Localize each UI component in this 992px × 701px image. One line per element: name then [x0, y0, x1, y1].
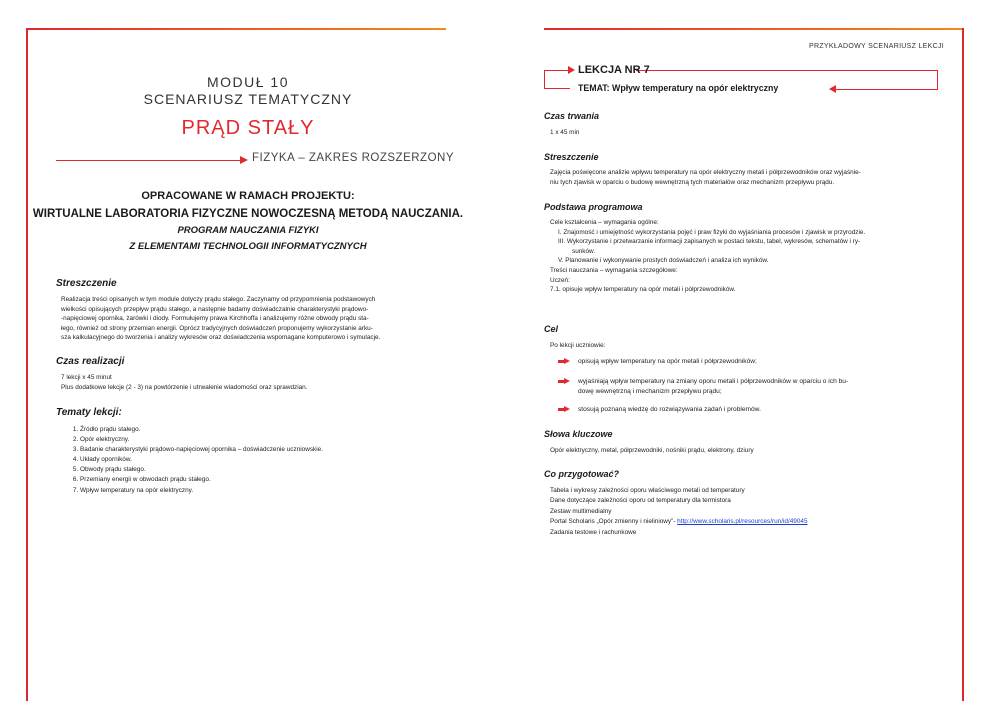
keywords-heading: Słowa kluczowe — [544, 429, 613, 439]
curriculum-line: III. Wykorzystanie i przetwarzanie informacji zapisanych w postaci tekstu, tabel, wykresów, schematów i ry- — [558, 238, 861, 246]
summary-line: wielkości opisujących przepływ prądu stałego, a następnie badamy doświadczalnie charakterystyki prądowo- — [61, 305, 369, 313]
lesson-bracket-line — [937, 70, 938, 89]
arrow-left-icon — [829, 85, 836, 93]
summary-text — [550, 168, 955, 187]
topics-list — [66, 425, 456, 496]
summary-heading: Streszczenie — [544, 152, 599, 162]
time-line: Plus dodatkowe lekcje (2 - 3) na powtórzenie i utrwalenie wiadomości oraz sprawdzian. — [61, 383, 308, 391]
project-title: WIRTUALNE LABORATORIA FIZYCZNE NOWOCZESNĄ METODĄ NAUCZANIA. — [32, 208, 464, 220]
lesson-bracket-line — [544, 70, 545, 88]
summary-line: Realizacja treści opisanych w tym module dotyczy prądu stałego. Zaczynamy od przypomnienia podstawowych — [61, 296, 376, 303]
arrow-right-icon — [240, 156, 248, 164]
module-topic: PRĄD STAŁY — [181, 117, 315, 139]
list-item: opisują wpływ temperatury na opór metali i półprzewodników; — [558, 357, 757, 367]
duration-value: 1 x 45 min — [550, 129, 580, 136]
lesson-theme: TEMAT: Wpływ temperatury na opór elektryczny — [578, 83, 779, 93]
curriculum-line: Cele kształcenia – wymagania ogólne: — [550, 219, 659, 226]
curriculum-text — [550, 218, 960, 295]
list-item: Zadania testowe i rachunkowe — [550, 528, 637, 536]
summary-line: Zajęcia poświęcone analizie wpływu temperatury na opór elektryczny metali i półprzewodników oraz wyjaśnie- — [550, 169, 861, 176]
right-top-rule — [544, 28, 962, 30]
list-item: 3. Badanie charakterystyki prądowo-napięciowej opornika – doświadczenie uczniowskie. — [80, 445, 456, 455]
arrow-bullet-icon — [558, 406, 570, 413]
summary-line: łego, również od strony przemian energii. Oprócz tradycyjnych doświadczeń proponujemy wykorzystanie arku- — [61, 324, 373, 332]
time-heading: Czas realizacji — [56, 356, 125, 367]
list-item-continuation: dowę wewnętrzną i mechanizm przepływu prądu; — [578, 388, 722, 395]
curriculum-line: sunków. — [572, 247, 596, 255]
curriculum-line: V. Planowanie i wykonywanie prostych doświadczeń i analiza ich wyników. — [558, 257, 769, 265]
prepare-heading: Co przygotować? — [544, 469, 620, 479]
curriculum-line: I. Znajomość i umiejętność wykorzystania pojęć i praw fizyki do wyjaśniania procesów i zjawisk w przyrodzie. — [558, 228, 866, 236]
curriculum-line: Uczeń: — [550, 276, 570, 284]
curriculum-line: 7.1. opisuje wpływ temperatury na opór metali i półprzewodników. — [550, 286, 736, 294]
project-program: PROGRAM NAUCZANIA FIZYKI — [177, 225, 319, 236]
list-item: 5. Obwody prądu stałego. — [80, 465, 456, 475]
summary-heading: Streszczenie — [56, 278, 117, 289]
lesson-bracket-line — [836, 89, 938, 90]
summary-text — [61, 295, 461, 343]
lesson-bracket-line — [544, 88, 570, 89]
time-text — [61, 373, 461, 392]
list-item: Tabela i wykresy zależności oporu właściwego metali od temperatury — [550, 487, 745, 494]
prepare-list — [550, 486, 950, 538]
lesson-number: LEKCJA NR 7 — [578, 64, 650, 76]
arrow-right-icon — [568, 66, 575, 74]
duration-heading: Czas trwania — [544, 111, 600, 121]
scholaris-link[interactable]: http://www.scholaris.pl/resources/run/id/49045 — [677, 518, 808, 526]
list-item: 1. Źródło prądu stałego. — [80, 425, 456, 435]
module-label: MODUŁ 10 — [206, 74, 290, 90]
subject-label: FIZYKA – ZAKRES ROZSZERZONY — [252, 152, 455, 164]
list-item: Dane dotyczące zależności oporu od temperatury dla termistora — [550, 497, 731, 505]
time-line: 7 lekcji x 45 minut — [61, 374, 112, 381]
right-page — [496, 0, 992, 701]
arrow-bullet-icon — [558, 358, 570, 365]
page-header: PRZYKŁADOWY SCENARIUSZ LEKCJI — [809, 43, 944, 50]
curriculum-heading: Podstawa programowa — [544, 202, 643, 212]
summary-line: -napięciowej opornika, żarówki i diody. Formułujemy prawa Kirchhoffa i analizujemy różne obwody prądu sta- — [61, 315, 369, 323]
summary-line: niu tych zjawisk w oparciu o budowę wewnętrzną tych materiałów oraz mechanizm przepływu prądu. — [550, 178, 835, 186]
lesson-bracket-line — [636, 70, 938, 71]
list-item: 7. Wpływ temperatury na opór elektryczny. — [80, 486, 456, 496]
subject-arrow-line — [56, 160, 242, 161]
project-program-sub: Z ELEMENTAMI TECHNOLOGII INFORMATYCZNYCH — [129, 241, 367, 252]
left-top-rule — [26, 28, 446, 30]
list-item: Zestaw multimedialny — [550, 507, 612, 515]
list-item: Portal Scholaris „Opór zmienny i nieliniowy”- http://www.scholaris.pl/resources/run/id/49045 — [550, 518, 808, 526]
arrow-bullet-icon — [558, 378, 570, 385]
list-item: stosują poznaną wiedzę do rozwiązywania zadań i problemów. — [558, 405, 761, 415]
goal-heading: Cel — [544, 324, 559, 334]
list-item: 6. Przemiany energii w obwodach prądu stałego. — [80, 475, 456, 485]
scenario-label: SCENARIUSZ TEMATYCZNY — [143, 91, 353, 107]
goal-intro: Po lekcji uczniowie: — [550, 342, 606, 349]
keywords-value: Opór elektryczny, metal, półprzewodniki, nośniki prądu, elektrony, dziury — [550, 447, 754, 454]
right-frame-line — [962, 28, 964, 701]
list-item: 2. Opór elektryczny. — [80, 435, 456, 445]
list-item: 4. Układy oporników. — [80, 455, 456, 465]
summary-line: sza kalkulacyjnego do tworzenia i analizy wykresów oraz doświadczenia wspomagane komputerowo i symulacje. — [61, 334, 381, 342]
lesson-bracket-line — [544, 70, 570, 71]
topics-heading: Tematy lekcji: — [56, 407, 122, 418]
project-intro: OPRACOWANE W RAMACH PROJEKTU: — [141, 190, 355, 202]
list-item: wyjaśniają wpływ temperatury na zmiany oporu metali i półprzewodników w oparciu o ich bu- — [558, 377, 848, 387]
curriculum-line: Treści nauczania – wymagania szczegółowe: — [550, 266, 678, 274]
